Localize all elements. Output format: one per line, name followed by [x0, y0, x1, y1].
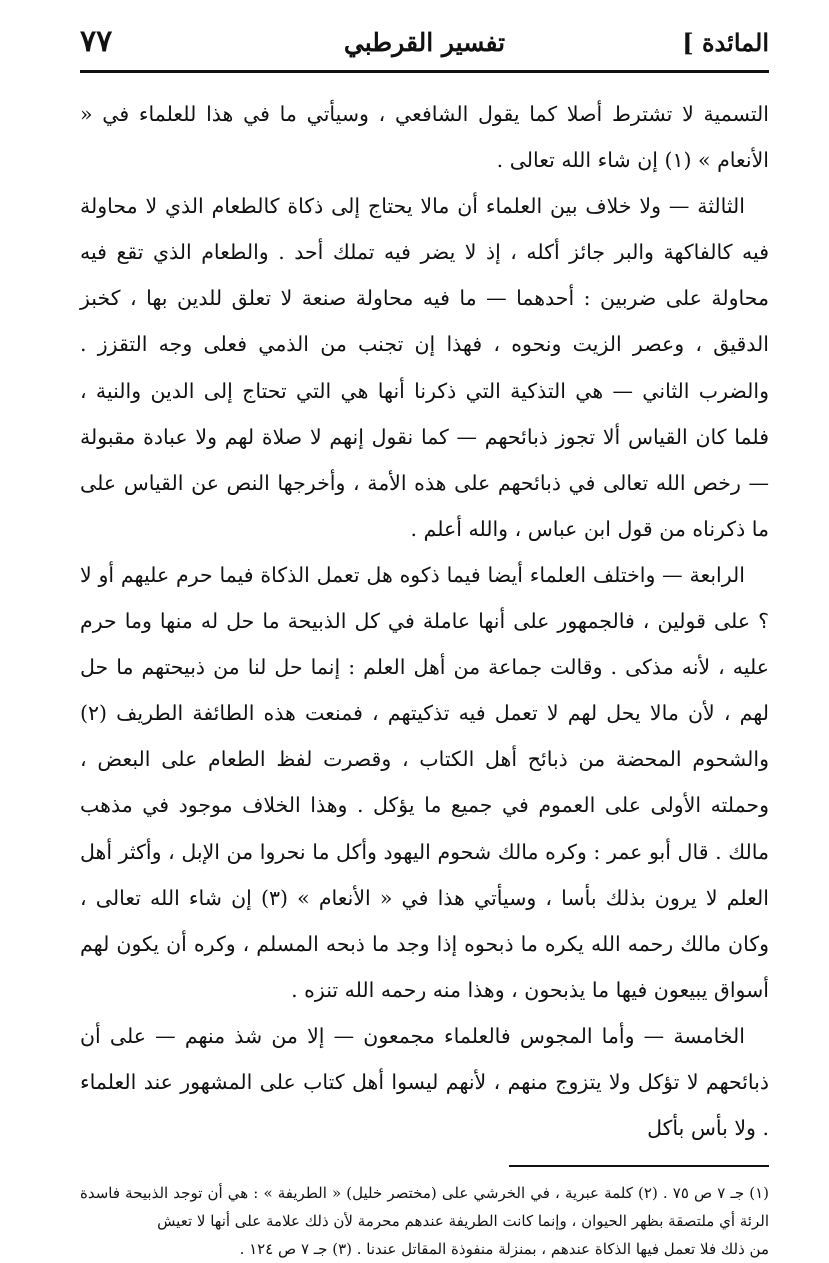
footnotes: [80, 1179, 769, 1263]
main-text: [80, 91, 769, 1151]
footnote-line: (١) جـ ٧ ص ٧٥ . (٢) كلمة عبرية ، في الخرشي على (مختصر خليل) « الطريفة » : هي أن توجد الذبيحة فاسدة الرئة أي ملتصقة بظهر الحيوان ، وإنما كانت الطريفة عندهم محرمة لأن ذلك علامة على أنها لا تعيش: [80, 1184, 769, 1231]
paragraph: الرابعة — واختلف العلماء أيضا فيما ذكوه هل تعمل الذكاة فيما حرم عليهم أو لا ؟ على قولين ، فالجمهور على أنها عاملة في كل الذبيحة ما حل له منها وما حرم عليه ، لأنه مذكى . وقالت جماعة من أهل العلم : إنما حل لنا من ذبيحتهم ما حل لهم ، لأن مالا يحل لهم لا تعمل فيه تذكيتهم ، فمنعت هذه الطائفة الطريف (٢) والشحوم المحضة من ذبائح أهل الكتاب ، وقصرت لفظ الطعام على البعض ، وحملته الأولى على العموم في جميع ما يؤكل . وهذا الخلاف موجود في مذهب مالك . قال أبو عمر : وكره مالك شحوم اليهود وأكل ما نحروا من الإبل ، وأكثر أهل العلم لا يرون بذلك بأسا ، وسيأتي هذا في « الأنعام » (٣) إن شاء الله تعالى ، وكان مالك رحمه الله يكره ما ذبحوه إذا وجد ما ذبحه المسلم ، وكره أن يكون لهم أسواق يبيعون فيها ما يذبحون ، وهذا منه رحمه الله تنزه .: [80, 562, 769, 1002]
paragraph: الخامسة — وأما المجوس فالعلماء مجمعون — إلا من شذ منهم — على أن ذبائحهم لا تؤكل ولا يتزوج منهم ، لأنهم ليسوا أهل كتاب على المشهور عند العلماء . ولا بأس بأكل: [80, 1023, 769, 1141]
page-number: ٧٧: [80, 24, 113, 59]
paragraph: التسمية لا تشترط أصلا كما يقول الشافعي ، وسيأتي ما في هذا للعلماء في « الأنعام » (١) إن شاء الله تعالى .: [80, 102, 769, 173]
header-rule: [80, 70, 769, 73]
book-title: تفسير القرطبي: [343, 28, 506, 57]
page-header: [80, 16, 769, 66]
sura-name: المائدة ]: [682, 28, 769, 57]
footnote-separator: [509, 1165, 769, 1167]
footnote-line: من ذلك فلا تعمل فيها الذكاة عندهم ، بمنزلة منفوذة المقاتل عندنا . (٣) جـ ٧ ص ١٢٤ .: [239, 1240, 769, 1259]
paragraph: الثالثة — ولا خلاف بين العلماء أن مالا يحتاج إلى ذكاة كالطعام الذي لا محاولة فيه كالفاكهة والبر جائز أكله ، إذ لا يضر فيه تملك أحد . والطعام الذي تقع فيه محاولة على ضربين : أحدهما — ما فيه محاولة صنعة لا تعلق للدين بها ، كخبز الدقيق ، وعصر الزيت ونحوه ، فهذا إن تجنب من الذمي فعلى وجه التقزز . والضرب الثاني — هي التذكية التي ذكرنا أنها هي التي تحتاج إلى الدين والنية ، فلما كان القياس ألا تجوز ذبائحهم — كما نقول إنهم لا صلاة لهم ولا عبادة مقبولة — رخص الله تعالى في ذبائحهم على هذه الأمة ، وأخرجها النص عن القياس على ما ذكرناه من قول ابن عباس ، والله أعلم .: [80, 194, 769, 541]
